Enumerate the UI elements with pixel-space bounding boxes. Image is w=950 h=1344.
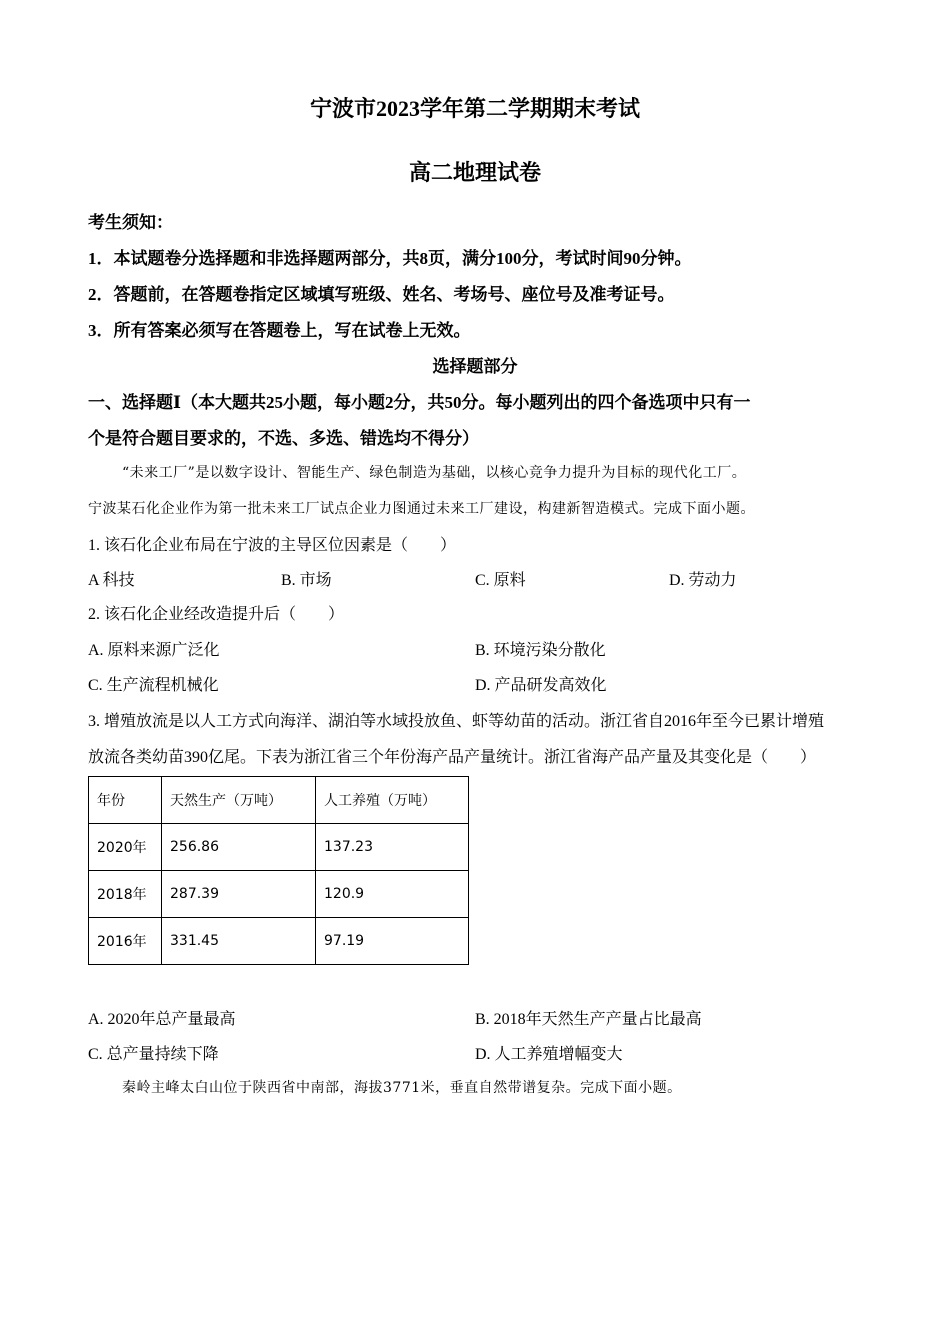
q1-option-a: A 科技 — [88, 572, 135, 589]
notice-item-3: 3．所有答案必须写在答题卷上，写在试卷上无效。 — [88, 321, 471, 340]
q3-option-a: A. 2020年总产量最高 — [88, 1011, 236, 1028]
q1-option-c: C. 原料 — [475, 572, 526, 589]
passage1-line-2: 宁波某石化企业作为第一批未来工厂试点企业力图通过未来工厂建设，构建新智造模式。完成下面小题。 — [88, 501, 755, 517]
table-row — [89, 871, 469, 918]
q3-option-c: C. 总产量持续下降 — [88, 1046, 219, 1063]
part-instruction-line-2: 个是符合题目要求的，不选、多选、错选均不得分） — [88, 429, 479, 448]
q2-stem: 2. 该石化企业经改造提升后（ ） — [88, 606, 345, 623]
table-cell: 2016年 — [89, 918, 162, 965]
table-cell: 2018年 — [89, 871, 162, 918]
table-cell: 331.45 — [162, 918, 316, 965]
q3-option-b: B. 2018年天然生产产量占比最高 — [475, 1011, 702, 1028]
table-header-row — [89, 777, 469, 824]
q1-option-b: B. 市场 — [281, 572, 332, 589]
part-instruction-line-1: 一、选择题Ⅰ（本大题共25小题，每小题2分，共50分。每小题列出的四个备选项中只有一 — [88, 393, 751, 412]
table-header-cell: 人工养殖（万吨） — [316, 777, 469, 824]
q1-option-d: D. 劳动力 — [669, 572, 737, 589]
table-header-cell: 天然生产（万吨） — [162, 777, 316, 824]
notice-item-2: 2．答题前，在答题卷指定区域填写班级、姓名、考场号、座位号及准考证号。 — [88, 285, 675, 304]
q2-option-c: C. 生产流程机械化 — [88, 677, 219, 694]
table-row — [89, 824, 469, 871]
table-header-cell: 年份 — [89, 777, 162, 824]
q3-option-d: D. 人工养殖增幅变大 — [475, 1046, 623, 1063]
table-cell: 2020年 — [89, 824, 162, 871]
section-title: 选择题部分 — [432, 357, 518, 376]
table-cell: 287.39 — [162, 871, 316, 918]
seafood-production-table — [88, 776, 469, 965]
table-cell: 120.9 — [316, 871, 469, 918]
exam-subtitle: 高二地理试卷 — [408, 160, 541, 185]
q2-option-b: B. 环境污染分散化 — [475, 642, 606, 659]
q2-option-a: A. 原料来源广泛化 — [88, 642, 220, 659]
passage2-line-1: 秦岭主峰太白山位于陕西省中南部，海拔3771米，垂直自然带谱复杂。完成下面小题。 — [122, 1080, 682, 1096]
q1-stem: 1. 该石化企业布局在宁波的主导区位因素是（ ） — [88, 537, 457, 554]
q3-stem-line-1: 3. 增殖放流是以人工方式向海洋、湖泊等水域投放鱼、虾等幼苗的活动。浙江省自2016年至今已累计增殖 — [88, 713, 825, 730]
table-cell: 256.86 — [162, 824, 316, 871]
passage1-line-1: “未来工厂”是以数字设计、智能生产、绿色制造为基础，以核心竞争力提升为目标的现代化工厂。 — [122, 465, 747, 481]
table-cell: 97.19 — [316, 918, 469, 965]
notice-item-1: 1．本试题卷分选择题和非选择题两部分，共8页，满分100分，考试时间90分钟。 — [88, 249, 692, 268]
exam-title: 宁波市2023学年第二学期期末考试 — [309, 96, 640, 121]
q2-option-d: D. 产品研发高效化 — [475, 677, 607, 694]
table-cell: 137.23 — [316, 824, 469, 871]
notice-heading: 考生须知： — [88, 213, 173, 232]
table-row — [89, 918, 469, 965]
q3-stem-line-2: 放流各类幼苗390亿尾。下表为浙江省三个年份海产品产量统计。浙江省海产品产量及其变化是（ ） — [88, 749, 817, 766]
